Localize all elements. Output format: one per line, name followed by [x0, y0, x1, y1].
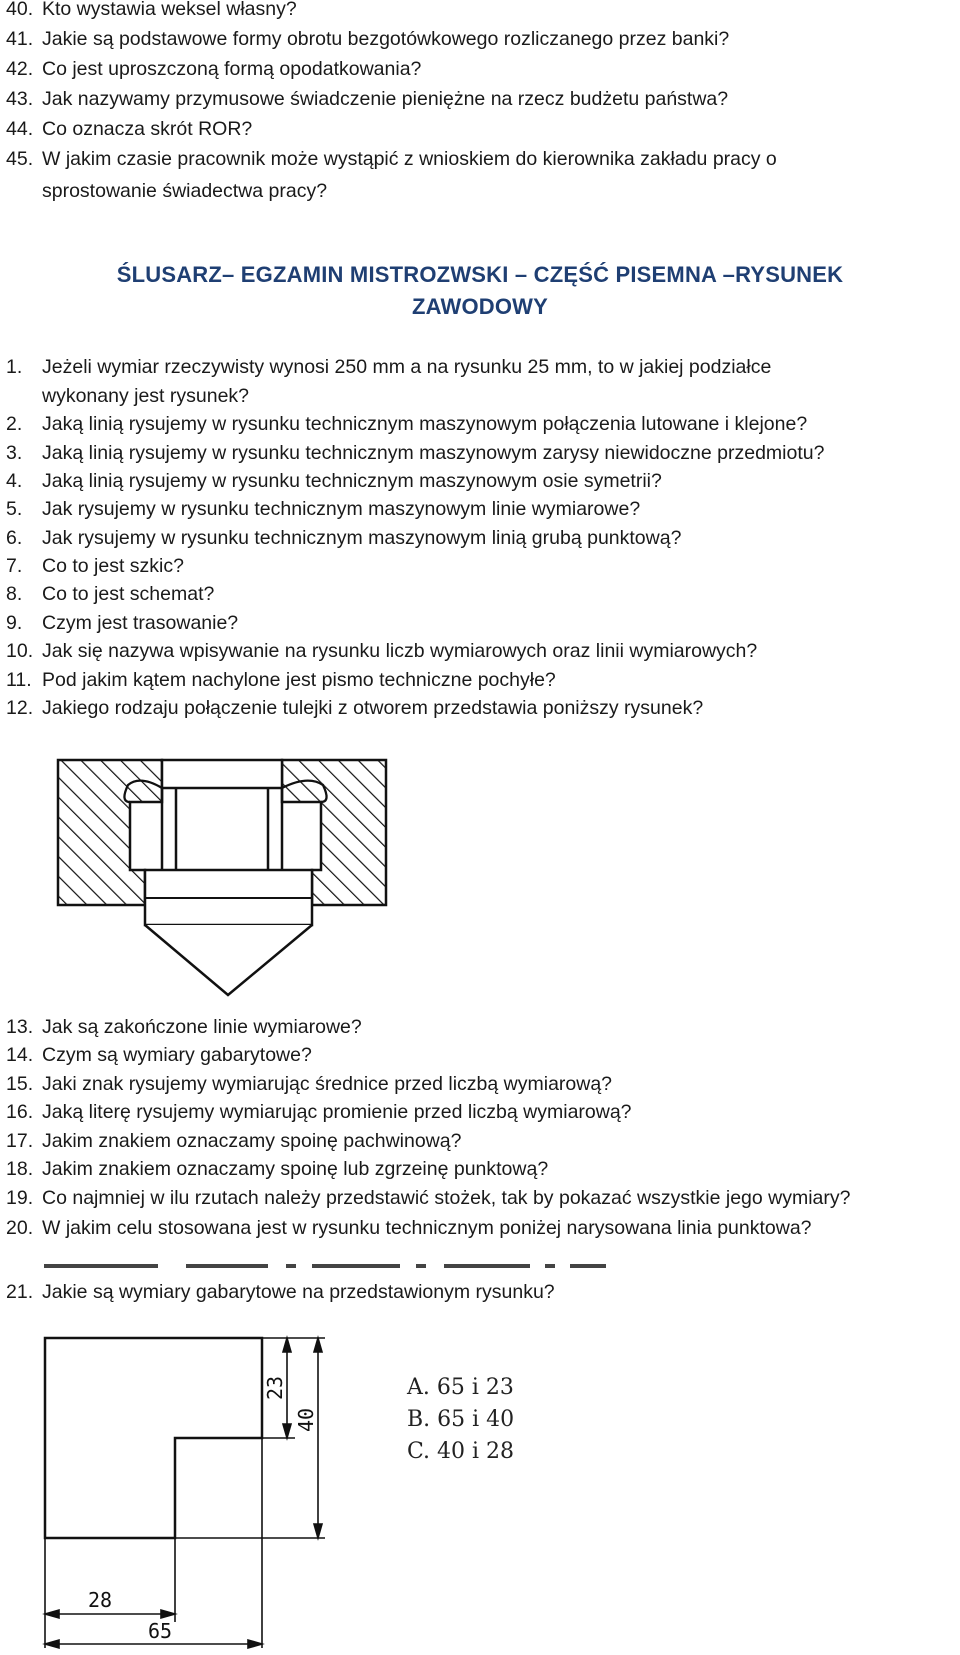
question-7: 7. Co to jest szkic? — [6, 555, 184, 577]
question-19: 19. Co najmniej w ilu rzutach należy przedstawić stożek, tak by pokazać wszystkie jego wymiary? — [6, 1187, 851, 1209]
section-title-line1: ŚLUSARZ– EGZAMIN MISTROZWSKI – CZĘŚĆ PISEMNA –RYSUNEK — [116, 262, 844, 287]
question-6: 6. Jak rysujemy w rysunku technicznym maszynowym linią grubą punktową? — [6, 527, 682, 549]
drill-point-cone — [145, 925, 312, 995]
question-2: 2. Jaką linią rysujemy w rysunku technicznym maszynowym połączenia lutowane i klejone? — [6, 413, 808, 435]
bushing-bore — [162, 788, 282, 870]
question-14: 14. Czym są wymiary gabarytowe? — [6, 1044, 312, 1066]
question-40: 40. Kto wystawia weksel własny? — [6, 0, 297, 20]
question-17: 17. Jakim znakiem oznaczamy spoinę pachwinową? — [6, 1130, 462, 1152]
dash-dot-line-sample — [40, 1258, 610, 1274]
dim-23-label: 23 — [263, 1375, 287, 1401]
question-1: 1. Jeżeli wymiar rzeczywisty wynosi 250 mm a na rysunku 25 mm, to w jakiej podziałce — [6, 356, 772, 378]
question-12: 12. Jakiego rodzaju połączenie tulejki z otworem przedstawia poniższy rysunek? — [6, 697, 704, 719]
option-b: B. 65 i 40 — [407, 1407, 515, 1432]
bushing-neck — [162, 760, 282, 788]
question-15: 15. Jaki znak rysujemy wymiarując średnice przed liczbą wymiarową? — [6, 1073, 613, 1095]
question-45-continuation: sprostowanie świadectwa pracy? — [42, 180, 328, 202]
question-10: 10. Jak się nazywa wpisywanie na rysunku liczb wymiarowych oraz linii wymiarowych? — [6, 640, 758, 662]
question-11: 11. Pod jakim kątem nachylone jest pismo techniczne pochyłe? — [6, 669, 556, 691]
section-title-line2: ZAWODOWY — [411, 294, 549, 319]
question-44: 44. Co oznacza skrót ROR? — [6, 118, 253, 140]
question-1-continuation: wykonany jest rysunek? — [42, 385, 250, 407]
question-21: 21. Jakie są wymiary gabarytowe na przedstawionym rysunku? — [6, 1281, 555, 1303]
bushing-section-drawing — [50, 750, 395, 1005]
question-3: 3. Jaką linią rysujemy w rysunku technicznym maszynowym zarysy niewidoczne przedmiotu? — [6, 442, 825, 464]
question-41: 41. Jakie są podstawowe formy obrotu bezgotówkowego rozliczanego przez banki? — [6, 28, 730, 50]
dimension-40 — [314, 1338, 322, 1538]
question-16: 16. Jaką literę rysujemy wymiarując promienie przed liczbą wymiarową? — [6, 1101, 632, 1123]
dim-65-label: 65 — [147, 1619, 173, 1643]
option-c: C. 40 i 28 — [407, 1439, 515, 1464]
question-13: 13. Jak są zakończone linie wymiarowe? — [6, 1016, 362, 1038]
question-8: 8. Co to jest schemat? — [6, 583, 215, 605]
option-a: A. 65 i 23 — [407, 1375, 514, 1400]
dimensioned-part-drawing — [40, 1330, 340, 1655]
question-45: 45. W jakim czasie pracownik może wystąpić z wnioskiem do kierownika zakładu pracy o — [6, 148, 777, 170]
dim-40-label: 40 — [294, 1407, 318, 1433]
question-9: 9. Czym jest trasowanie? — [6, 612, 239, 634]
question-42: 42. Co jest uproszczoną formą opodatkowania? — [6, 58, 422, 80]
part-outline — [45, 1338, 262, 1538]
dim-28-label: 28 — [87, 1588, 113, 1612]
question-18: 18. Jakim znakiem oznaczamy spoinę lub zgrzeinę punktową? — [6, 1158, 549, 1180]
question-5: 5. Jak rysujemy w rysunku technicznym maszynowym linie wymiarowe? — [6, 498, 641, 520]
question-4: 4. Jaką linią rysujemy w rysunku technicznym maszynowym osie symetrii? — [6, 470, 662, 492]
question-43: 43. Jak nazywamy przymusowe świadczenie pieniężne na rzecz budżetu państwa? — [6, 88, 729, 110]
answer-options — [405, 1370, 575, 1470]
question-20: 20. W jakim celu stosowana jest w rysunku technicznym poniżej narysowana linia punktowa? — [6, 1217, 812, 1239]
